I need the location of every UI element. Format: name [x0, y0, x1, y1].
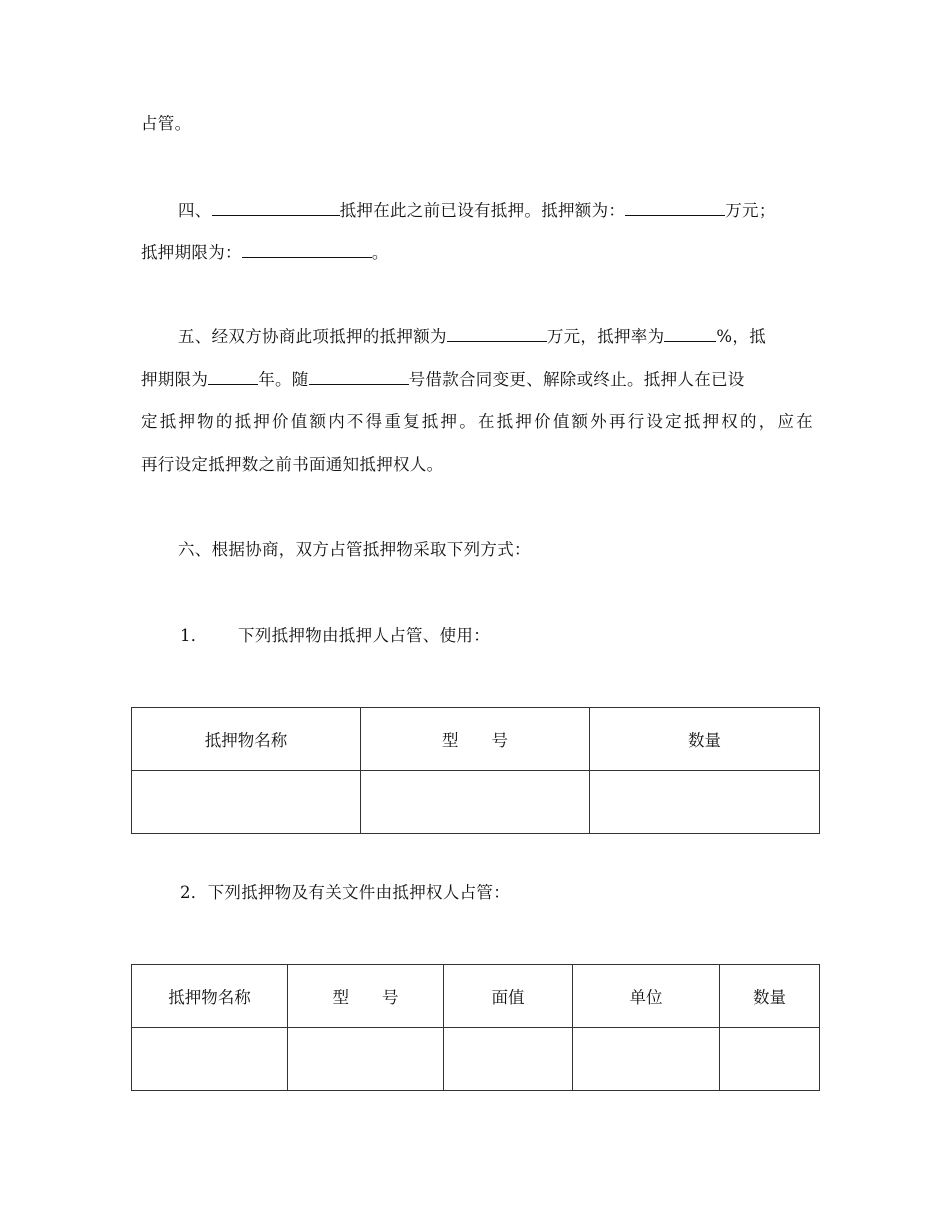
item-1-line: [180, 624, 852, 648]
cell-quantity[interactable]: [720, 1028, 820, 1091]
mortgage-term-years-blank[interactable]: [208, 367, 258, 385]
header-quantity: 数量: [720, 965, 820, 1028]
loan-contract-number-blank[interactable]: [309, 367, 409, 385]
item-2-text: 2．下列抵押物及有关文件由抵押权人占管：: [180, 883, 510, 902]
clause-5-line2-b: 号借款合同变更、解除或终止。抵押人在已设: [408, 370, 745, 389]
cell-item-name[interactable]: [132, 1028, 288, 1091]
clause-5-prefix: 五、经双方协商此项抵押的抵押额为: [178, 327, 447, 346]
cell-unit[interactable]: [573, 1028, 720, 1091]
clause-4-text-b: 万元；: [725, 201, 776, 220]
header-item-name: 抵押物名称: [132, 708, 361, 771]
clause-4-line-1: [178, 198, 813, 223]
item-1-text: 下列抵押物由抵押人占管、使用：: [238, 626, 490, 645]
clause-5-line-1: [178, 324, 813, 349]
clause-6-text: 六、根据协商，双方占管抵押物采取下列方式：: [178, 540, 531, 559]
header-face-value: 面值: [444, 965, 573, 1028]
cell-item-name[interactable]: [132, 771, 361, 834]
clause-5-line-4: 再行设定抵押数之前书面通知抵押权人。: [141, 455, 444, 474]
cell-quantity[interactable]: [590, 771, 820, 834]
clause-4-line2-prefix: 抵押期限为：: [141, 243, 242, 262]
clause-5-line2-a: 押期限为: [141, 370, 209, 389]
table-header-row: [132, 708, 820, 771]
mortgage-amount-blank[interactable]: [447, 324, 547, 342]
carry-over-text: 占管。: [141, 114, 192, 133]
clause-5-line-2: [141, 367, 813, 392]
prior-mortgage-amount-blank[interactable]: [625, 198, 725, 216]
mortgage-rate-blank[interactable]: [664, 324, 716, 342]
clause-5-unit: 万元，抵押率为: [546, 327, 665, 346]
custody-table-mortgagor: [131, 707, 820, 834]
custody-table-mortgagee: [131, 964, 820, 1091]
table-row: [132, 771, 820, 834]
clause-4-text-a: 抵押在此之前已设有抵押。抵押额为：: [339, 201, 626, 220]
header-unit: 单位: [573, 965, 720, 1028]
clause-5-line-3: 定抵押物的抵押价值额内不得重复抵押。在抵押价值额外再行设定抵押权的，应在: [141, 412, 813, 431]
clause-5-percent: %，抵: [716, 327, 767, 346]
item-1-number: 1．: [180, 626, 208, 645]
prior-mortgage-term-blank[interactable]: [242, 240, 372, 258]
clause-4-prefix: 四、: [178, 201, 212, 220]
header-model: 型 号: [361, 708, 590, 771]
clause-4-line-2: [141, 240, 813, 265]
header-model: 型 号: [288, 965, 444, 1028]
table-header-row: [132, 965, 820, 1028]
cell-model[interactable]: [361, 771, 590, 834]
clause-4-line2-suffix: 。: [371, 243, 389, 262]
mortgage-item-blank[interactable]: [212, 198, 340, 216]
cell-face-value[interactable]: [444, 1028, 573, 1091]
cell-model[interactable]: [288, 1028, 444, 1091]
header-quantity: 数量: [590, 708, 820, 771]
header-item-name: 抵押物名称: [132, 965, 288, 1028]
table-row: [132, 1028, 820, 1091]
clause-5-line2-year: 年。随: [258, 370, 309, 389]
